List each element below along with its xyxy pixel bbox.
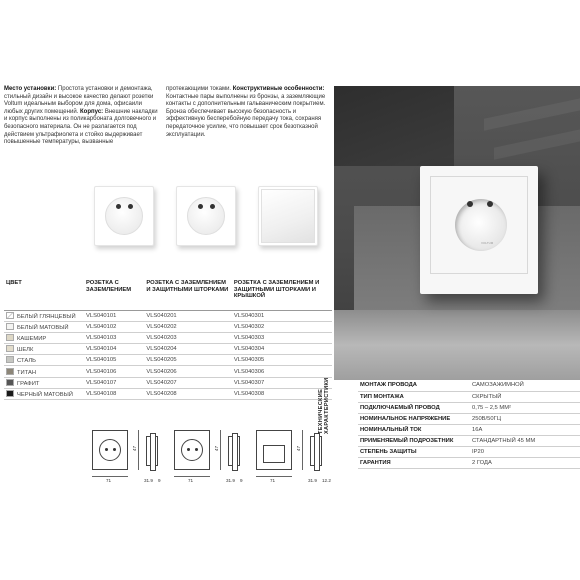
spec-row [358, 457, 580, 468]
drawing-pin [105, 448, 108, 451]
drawing-pin [195, 448, 198, 451]
intro-text: Контактные пары выполнены из бронзы, а заземляющие контакты с дополнительным гальваническим покрытием. Бронза обеспечивает высокую безопасность и эффективную бесперебойную передачу тока, сохраняя передаточное усилие, что повышает срок безотказной эксплуатации. [166, 93, 326, 138]
spec-value: 0,75 – 2,5 ММ² [470, 402, 580, 413]
column-header: ЦВЕТ [4, 278, 84, 310]
intro-paragraph [4, 86, 162, 147]
brand-mark: VOLTUM [481, 241, 494, 245]
article-code: VLS040302 [232, 321, 332, 332]
intro-label: Корпус: [80, 108, 104, 115]
color-swatch [6, 312, 14, 319]
dimension-depth: 31.9 [226, 478, 235, 483]
article-code: VLS040105 [84, 355, 144, 366]
color-name: КАШЕМИР [17, 335, 47, 342]
color-cell [4, 388, 84, 399]
light-stripe [494, 124, 580, 159]
article-code: VLS040204 [144, 344, 232, 355]
article-code: VLS040206 [144, 366, 232, 377]
spec-value: СКРЫТЫЙ [470, 391, 580, 402]
color-name: СТАЛЬ [17, 358, 36, 365]
color-cell [4, 332, 84, 343]
color-swatch [6, 334, 14, 341]
drawing-side-view [310, 436, 322, 466]
article-code: VLS040202 [144, 321, 232, 332]
socket-face [187, 197, 225, 235]
spec-label: ПОДКЛЮЧАЕМЫЙ ПРОВОД [358, 402, 470, 413]
dimension-line [138, 430, 139, 470]
drawing-front-view [256, 430, 292, 470]
spec-value: 250В/50ГЦ [470, 413, 580, 424]
dimension-width: 71 [270, 478, 276, 483]
color-article-table [4, 278, 332, 400]
table-row [4, 344, 332, 355]
article-code: VLS040308 [232, 388, 332, 399]
socket-lid [261, 189, 315, 243]
drawing-pin [113, 448, 116, 451]
socket-inner-frame [430, 176, 528, 274]
socket-pin [198, 204, 203, 209]
color-name: БЕЛЫЙ ГЛЯНЦЕВЫЙ [17, 313, 76, 320]
dimension-line [256, 476, 292, 477]
dimension-line [220, 430, 221, 470]
color-cell [4, 321, 84, 332]
light-stripe [484, 93, 580, 131]
spec-label: НОМИНАЛЬНОЕ НАПРЯЖЕНИЕ [358, 413, 470, 424]
socket-shutters-image [176, 186, 236, 246]
spec-row [358, 446, 580, 457]
table-row [4, 310, 332, 321]
drawing-receptacle-outline [99, 439, 121, 461]
article-code: VLS040201 [144, 310, 232, 321]
article-code: VLS040103 [84, 332, 144, 343]
spec-row [358, 413, 580, 424]
spec-label: СТЕПЕНЬ ЗАЩИТЫ [358, 446, 470, 457]
color-name: ТИТАН [17, 369, 37, 376]
column-header: РОЗЕТКА С ЗАЗЕМЛЕНИЕМ И ЗАЩИТНЫМИ ШТОРКАМИ [144, 278, 232, 310]
intro-label: Конструктивные особенности: [232, 86, 325, 92]
color-cell [4, 377, 84, 388]
color-swatch [6, 390, 14, 397]
color-swatch [6, 356, 14, 363]
spec-value: IP20 [470, 446, 580, 457]
socket-grounded-image [94, 186, 154, 246]
intro-text: Внешние накладки и корпус выполнены из поликарбоната долговечного и безопасного материала. Он не разлагается под действием ультрафиолета и стойко выдерживает повышенные температуры, вызванные [4, 108, 158, 146]
drawing-side-view [228, 436, 240, 466]
spec-row [358, 402, 580, 413]
dimension-depth: 31.9 [144, 478, 153, 483]
drawing-receptacle-outline [181, 439, 203, 461]
article-code: VLS040305 [232, 355, 332, 366]
socket-pin [467, 201, 473, 207]
color-name: БЕЛЫЙ МАТОВЫЙ [17, 324, 69, 331]
socket-pin [116, 204, 121, 209]
dimension-height: 47 [296, 445, 302, 452]
spec-label: ПРИМЕНЯЕМЫЙ ПОДРОЗЕТНИК [358, 435, 470, 446]
socket-in-photo [420, 166, 538, 294]
spec-row [358, 435, 580, 446]
socket-pin [487, 201, 493, 207]
table-row [4, 321, 332, 332]
spec-label: ГАРАНТИЯ [358, 457, 470, 468]
table-row [4, 332, 332, 343]
article-code: VLS040108 [84, 388, 144, 399]
dimension-line [174, 476, 210, 477]
color-name: ШЕЛК [17, 347, 34, 354]
article-code: VLS040101 [84, 310, 144, 321]
socket-face [105, 197, 143, 235]
floor [334, 310, 580, 380]
spec-row [358, 380, 580, 391]
color-cell [4, 355, 84, 366]
dimension-width: 71 [106, 478, 112, 483]
drawing-side-plate [150, 433, 156, 471]
spec-value: 2 ГОДА [470, 457, 580, 468]
table-row [4, 388, 332, 399]
table-header-row [4, 278, 332, 310]
article-code: VLS040304 [232, 344, 332, 355]
column-header: РОЗЕТКА С ЗАЗЕМЛЕНИЕМ [84, 278, 144, 310]
article-code: VLS040306 [232, 366, 332, 377]
color-cell [4, 310, 84, 321]
dimension-height: 47 [214, 445, 220, 452]
column-header: РОЗЕТКА С ЗАЗЕМЛЕНИЕМ И ЗАЩИТНЫМИ ШТОРКАМИ И КРЫШКОЙ [232, 278, 332, 310]
dimension-depth: 9 [240, 478, 243, 483]
color-name: ЧЕРНЫЙ МАТОВЫЙ [17, 391, 73, 398]
dimension-line [302, 430, 303, 470]
intro-column-left [4, 86, 162, 147]
ceiling-beam [334, 86, 454, 166]
spec-row [358, 424, 580, 435]
dimension-width: 71 [188, 478, 194, 483]
dimension-depth: 31.9 [308, 478, 317, 483]
article-code: VLS040301 [232, 310, 332, 321]
article-code: VLS040102 [84, 321, 144, 332]
intro-text: Простота установки и демонтажа, стильный дизайн и высокое качество делают розетки Voltum идеальным выбором для дома, офисаили любых других помещений. [4, 86, 154, 115]
spec-value: СТАНДАРТНЫЙ 45 ММ [470, 435, 580, 446]
product-photo [334, 86, 580, 380]
spec-value: САМОЗАЖИМНОЙ [470, 380, 580, 391]
spec-label: МОНТАЖ ПРОВОДА [358, 380, 470, 391]
dimension-line [92, 476, 128, 477]
color-name: ГРАФИТ [17, 380, 40, 387]
socket-pin [128, 204, 133, 209]
color-swatch [6, 368, 14, 375]
drawing-lid-outline [263, 445, 285, 463]
article-code: VLS040107 [84, 377, 144, 388]
spec-row [358, 391, 580, 402]
article-code: VLS040303 [232, 332, 332, 343]
color-swatch [6, 323, 14, 330]
article-code: VLS040205 [144, 355, 232, 366]
article-code: VLS040207 [144, 377, 232, 388]
side-label-line: ХАРАКТЕРИСТИКИ [324, 377, 331, 434]
specs-side-label [318, 378, 331, 434]
specs-table [358, 380, 580, 469]
color-swatch [6, 379, 14, 386]
color-swatch [6, 345, 14, 352]
dimension-depth: 9 [158, 478, 161, 483]
article-code: VLS040307 [232, 377, 332, 388]
article-code: VLS040203 [144, 332, 232, 343]
intro-column-right [166, 86, 334, 139]
spec-value: 16А [470, 424, 580, 435]
drawing-front-view [92, 430, 128, 470]
drawing-side-plate [314, 433, 320, 471]
article-code: VLS040104 [84, 344, 144, 355]
color-cell [4, 344, 84, 355]
dimension-height: 47 [132, 445, 138, 452]
spec-label: НОМИНАЛЬНЫЙ ТОК [358, 424, 470, 435]
intro-paragraph [166, 86, 334, 139]
color-cell [4, 366, 84, 377]
drawing-pin [187, 448, 190, 451]
drawing-side-plate [232, 433, 238, 471]
table-row [4, 366, 332, 377]
intro-label: Место установки: [4, 86, 57, 92]
drawing-front-view [174, 430, 210, 470]
table-row [4, 355, 332, 366]
side-label-line: ТЕХНИЧЕСКИЕ [318, 388, 324, 434]
drawing-side-view [146, 436, 158, 466]
article-code: VLS040208 [144, 388, 232, 399]
socket-pin [210, 204, 215, 209]
spec-label: ТИП МОНТАЖА [358, 391, 470, 402]
intro-text: протекающими токами. [166, 86, 232, 92]
table-row [4, 377, 332, 388]
dimension-depth: 12.2 [322, 478, 331, 483]
socket-lid-image [258, 186, 318, 246]
article-code: VLS040106 [84, 366, 144, 377]
